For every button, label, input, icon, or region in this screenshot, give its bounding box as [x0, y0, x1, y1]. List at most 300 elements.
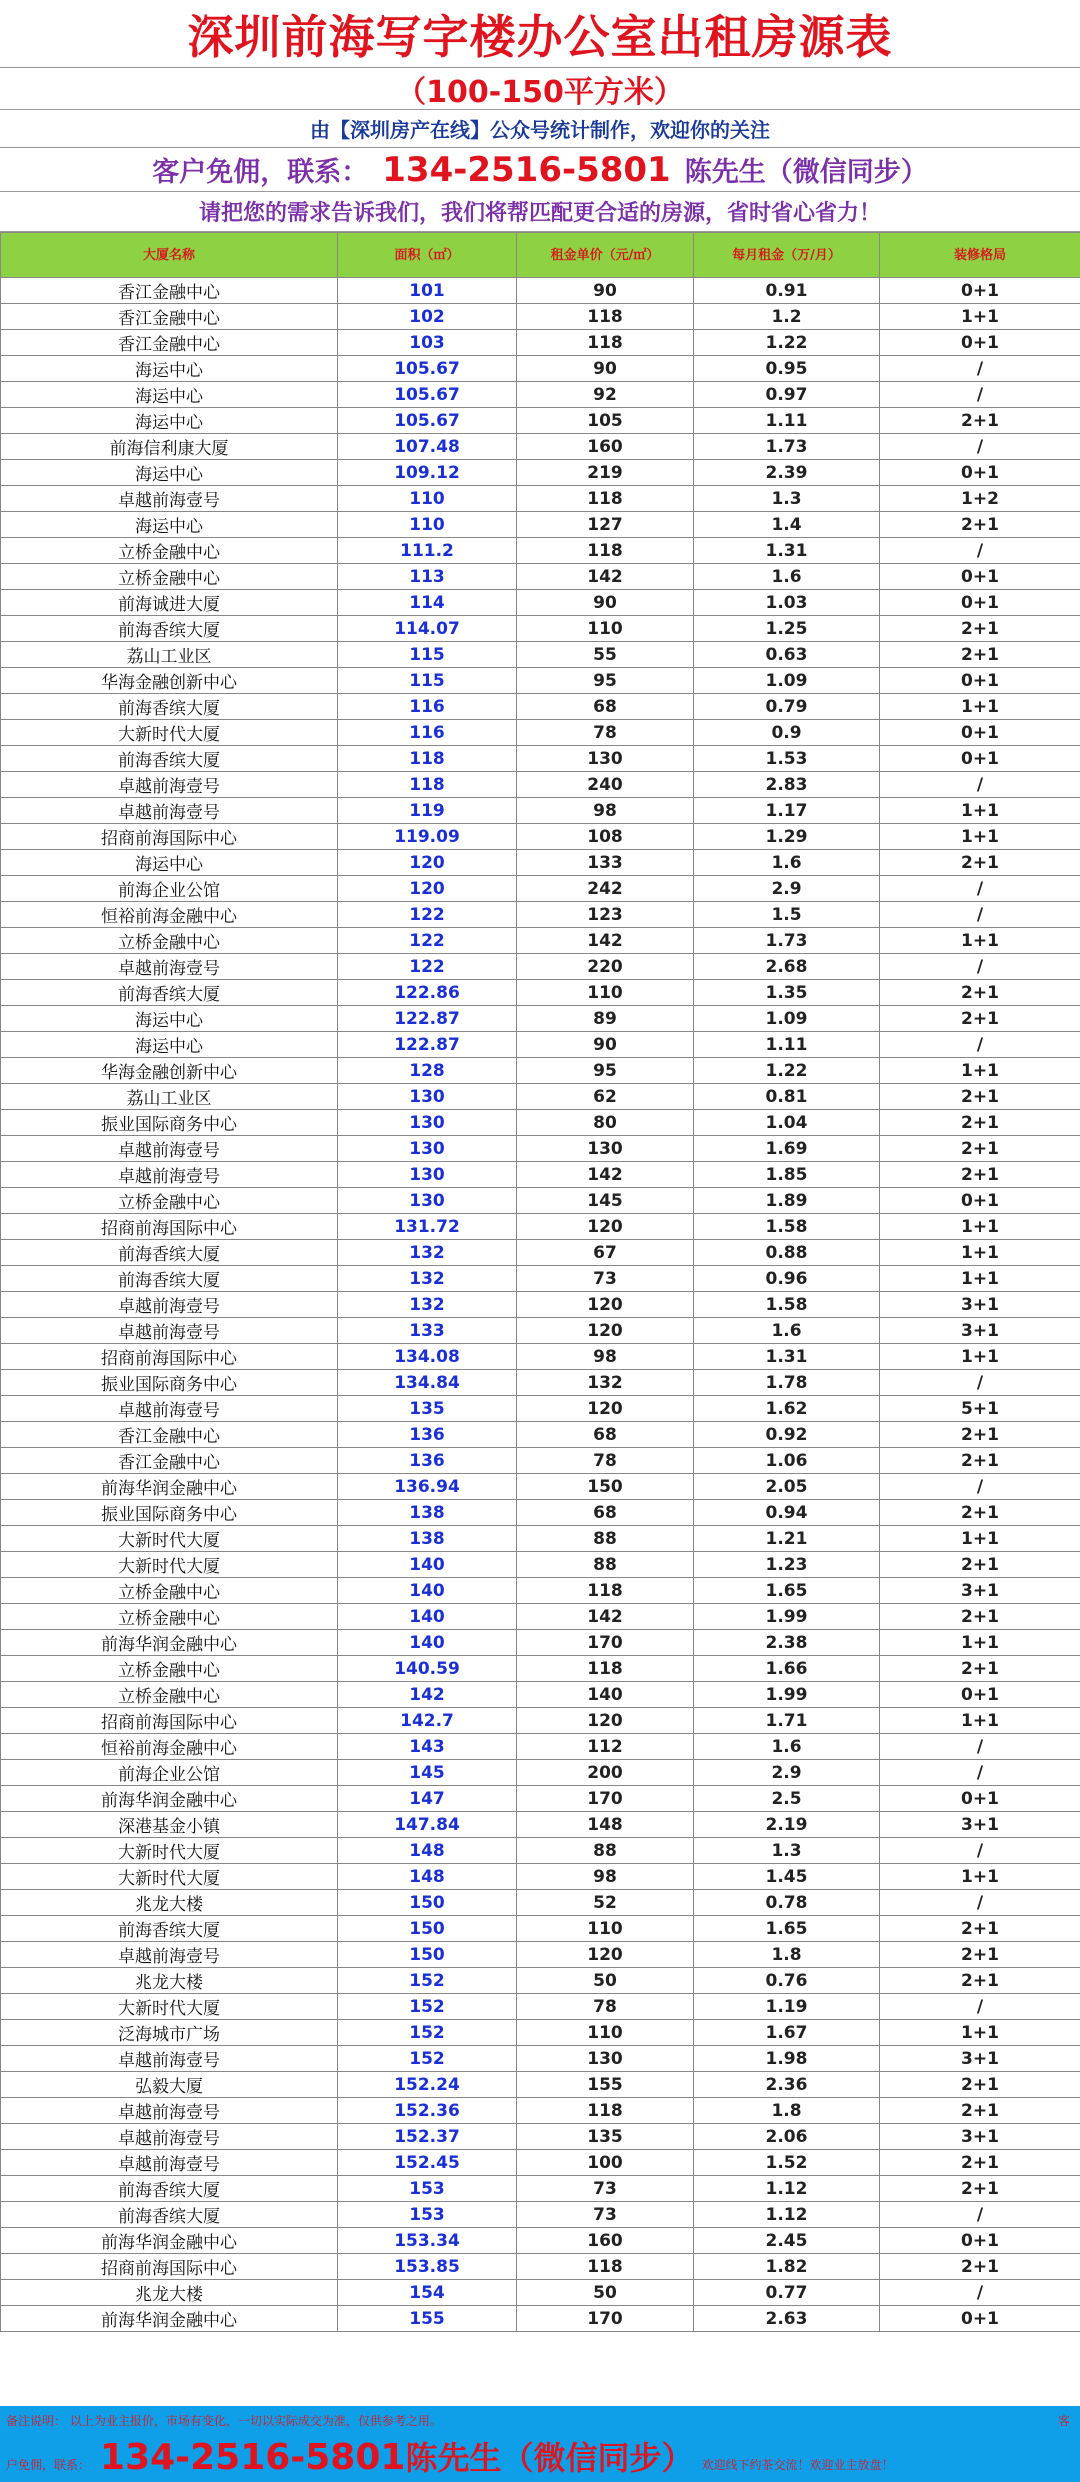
- table-row: [1, 1864, 1080, 1890]
- cell-decoration: 1+1: [880, 694, 1080, 720]
- cell-decoration: /: [880, 2202, 1080, 2228]
- cell-decoration: 0+1: [880, 2306, 1080, 2332]
- cell-building: 卓越前海壹号: [1, 954, 338, 980]
- table-row: [1, 2098, 1080, 2124]
- cell-unit-price: 118: [517, 330, 694, 356]
- cell-monthly-rent: 1.12: [694, 2202, 880, 2228]
- cell-building: 兆龙大楼: [1, 2280, 338, 2306]
- table-row: [1, 850, 1080, 876]
- cell-unit-price: 118: [517, 1578, 694, 1604]
- cell-area: 140: [338, 1578, 517, 1604]
- cell-decoration: /: [880, 538, 1080, 564]
- cell-monthly-rent: 2.9: [694, 1760, 880, 1786]
- listing-table: [0, 232, 1080, 2332]
- cell-area: 113: [338, 564, 517, 590]
- cell-unit-price: 68: [517, 1422, 694, 1448]
- cell-building: 卓越前海壹号: [1, 772, 338, 798]
- cell-unit-price: 118: [517, 2098, 694, 2124]
- cell-area: 152.45: [338, 2150, 517, 2176]
- page-title: 深圳前海写字楼办公室出租房源表: [0, 0, 1080, 68]
- cell-monthly-rent: 1.98: [694, 2046, 880, 2072]
- cell-building: 香江金融中心: [1, 278, 338, 304]
- cell-unit-price: 118: [517, 538, 694, 564]
- table-row: [1, 330, 1080, 356]
- cell-decoration: 0+1: [880, 590, 1080, 616]
- cell-decoration: 1+1: [880, 1864, 1080, 1890]
- cell-building: 前海香缤大厦: [1, 746, 338, 772]
- cell-unit-price: 148: [517, 1812, 694, 1838]
- table-row: [1, 694, 1080, 720]
- cell-unit-price: 98: [517, 798, 694, 824]
- cell-monthly-rent: 0.95: [694, 356, 880, 382]
- cell-area: 110: [338, 486, 517, 512]
- cell-unit-price: 92: [517, 382, 694, 408]
- cell-building: 大新时代大厦: [1, 720, 338, 746]
- table-row: [1, 2150, 1080, 2176]
- cell-unit-price: 55: [517, 642, 694, 668]
- cell-monthly-rent: 0.92: [694, 1422, 880, 1448]
- cell-area: 122.86: [338, 980, 517, 1006]
- col-header-monthly-rent: 每月租金（万/月）: [694, 233, 880, 278]
- cell-decoration: 2+1: [880, 642, 1080, 668]
- cell-area: 150: [338, 1916, 517, 1942]
- cell-decoration: 3+1: [880, 1292, 1080, 1318]
- cell-decoration: 1+1: [880, 2020, 1080, 2046]
- table-row: [1, 2124, 1080, 2150]
- cell-building: 卓越前海壹号: [1, 1942, 338, 1968]
- table-row: [1, 1526, 1080, 1552]
- cell-area: 111.2: [338, 538, 517, 564]
- cell-unit-price: 240: [517, 772, 694, 798]
- cell-building: 卓越前海壹号: [1, 1318, 338, 1344]
- cell-building: 前海企业公馆: [1, 1760, 338, 1786]
- cell-decoration: 2+1: [880, 1500, 1080, 1526]
- cell-monthly-rent: 1.78: [694, 1370, 880, 1396]
- cell-area: 145: [338, 1760, 517, 1786]
- cell-unit-price: 105: [517, 408, 694, 434]
- cell-area: 118: [338, 772, 517, 798]
- cell-area: 130: [338, 1084, 517, 1110]
- cell-building: 海运中心: [1, 356, 338, 382]
- cell-decoration: 2+1: [880, 1552, 1080, 1578]
- cell-area: 114.07: [338, 616, 517, 642]
- cell-unit-price: 120: [517, 1396, 694, 1422]
- table-row: [1, 460, 1080, 486]
- cell-unit-price: 90: [517, 1032, 694, 1058]
- cell-area: 132: [338, 1292, 517, 1318]
- cell-building: 振业国际商务中心: [1, 1500, 338, 1526]
- cell-decoration: /: [880, 902, 1080, 928]
- cell-area: 140.59: [338, 1656, 517, 1682]
- table-row: [1, 980, 1080, 1006]
- table-row: [1, 1292, 1080, 1318]
- cell-decoration: 1+1: [880, 1526, 1080, 1552]
- cell-monthly-rent: 1.73: [694, 928, 880, 954]
- contact-phone[interactable]: 134-2516-5801: [382, 149, 671, 190]
- cell-area: 142: [338, 1682, 517, 1708]
- cell-decoration: 1+1: [880, 1630, 1080, 1656]
- cell-monthly-rent: 1.23: [694, 1552, 880, 1578]
- cell-monthly-rent: 1.35: [694, 980, 880, 1006]
- cell-monthly-rent: 1.71: [694, 1708, 880, 1734]
- cell-decoration: 1+1: [880, 928, 1080, 954]
- cell-building: 前海华润金融中心: [1, 2306, 338, 2332]
- cell-area: 118: [338, 746, 517, 772]
- cell-monthly-rent: 2.19: [694, 1812, 880, 1838]
- cell-monthly-rent: 1.67: [694, 2020, 880, 2046]
- cell-unit-price: 110: [517, 980, 694, 1006]
- cell-monthly-rent: 1.2: [694, 304, 880, 330]
- cell-unit-price: 130: [517, 1136, 694, 1162]
- cell-area: 148: [338, 1838, 517, 1864]
- cell-monthly-rent: 2.36: [694, 2072, 880, 2098]
- cell-unit-price: 219: [517, 460, 694, 486]
- cell-decoration: 2+1: [880, 850, 1080, 876]
- cell-unit-price: 89: [517, 1006, 694, 1032]
- cell-monthly-rent: 1.06: [694, 1448, 880, 1474]
- cell-monthly-rent: 1.89: [694, 1188, 880, 1214]
- cell-unit-price: 68: [517, 1500, 694, 1526]
- cell-building: 招商前海国际中心: [1, 824, 338, 850]
- cell-decoration: 2+1: [880, 1604, 1080, 1630]
- table-row: [1, 1890, 1080, 1916]
- cell-monthly-rent: 1.8: [694, 1942, 880, 1968]
- cell-unit-price: 52: [517, 1890, 694, 1916]
- cell-decoration: 0+1: [880, 720, 1080, 746]
- cell-building: 前海华润金融中心: [1, 1786, 338, 1812]
- cell-area: 107.48: [338, 434, 517, 460]
- cell-decoration: /: [880, 2280, 1080, 2306]
- cell-area: 154: [338, 2280, 517, 2306]
- cell-area: 120: [338, 850, 517, 876]
- cell-unit-price: 78: [517, 1994, 694, 2020]
- cell-building: 荔山工业区: [1, 1084, 338, 1110]
- cell-decoration: /: [880, 434, 1080, 460]
- cell-decoration: /: [880, 382, 1080, 408]
- cell-decoration: 1+1: [880, 304, 1080, 330]
- cell-area: 138: [338, 1500, 517, 1526]
- footer-contact-prefix: 户免佣，联系：: [6, 2458, 91, 2472]
- cell-decoration: 2+1: [880, 980, 1080, 1006]
- cell-area: 147: [338, 1786, 517, 1812]
- table-row: [1, 356, 1080, 382]
- cell-decoration: 3+1: [880, 2124, 1080, 2150]
- cell-building: 立桥金融中心: [1, 928, 338, 954]
- cell-unit-price: 95: [517, 668, 694, 694]
- cell-building: 兆龙大楼: [1, 1890, 338, 1916]
- cell-unit-price: 88: [517, 1552, 694, 1578]
- cell-monthly-rent: 1.6: [694, 1734, 880, 1760]
- footer-phone[interactable]: 134-2516-5801: [100, 2437, 406, 2478]
- cell-unit-price: 118: [517, 304, 694, 330]
- cell-decoration: /: [880, 1474, 1080, 1500]
- cell-monthly-rent: 2.9: [694, 876, 880, 902]
- cell-unit-price: 112: [517, 1734, 694, 1760]
- cell-area: 148: [338, 1864, 517, 1890]
- cell-unit-price: 118: [517, 1656, 694, 1682]
- cell-unit-price: 110: [517, 2020, 694, 2046]
- cell-monthly-rent: 1.65: [694, 1578, 880, 1604]
- cell-monthly-rent: 2.83: [694, 772, 880, 798]
- cell-monthly-rent: 2.38: [694, 1630, 880, 1656]
- cell-monthly-rent: 1.11: [694, 408, 880, 434]
- cell-unit-price: 145: [517, 1188, 694, 1214]
- cell-building: 海运中心: [1, 382, 338, 408]
- cell-unit-price: 78: [517, 1448, 694, 1474]
- table-row: [1, 824, 1080, 850]
- cell-decoration: 2+1: [880, 1968, 1080, 1994]
- cell-decoration: 2+1: [880, 1916, 1080, 1942]
- cell-decoration: 1+1: [880, 824, 1080, 850]
- cell-unit-price: 140: [517, 1682, 694, 1708]
- cell-monthly-rent: 1.09: [694, 1006, 880, 1032]
- cell-unit-price: 127: [517, 512, 694, 538]
- cell-building: 卓越前海壹号: [1, 1396, 338, 1422]
- cell-area: 110: [338, 512, 517, 538]
- cell-building: 振业国际商务中心: [1, 1370, 338, 1396]
- cell-decoration: 1+1: [880, 1708, 1080, 1734]
- cell-area: 153: [338, 2202, 517, 2228]
- cell-area: 119: [338, 798, 517, 824]
- cell-decoration: 1+1: [880, 1214, 1080, 1240]
- table-row: [1, 278, 1080, 304]
- table-header-row: [1, 233, 1080, 278]
- cell-building: 前海香缤大厦: [1, 980, 338, 1006]
- cell-area: 130: [338, 1162, 517, 1188]
- cell-decoration: 2+1: [880, 408, 1080, 434]
- cell-building: 前海华润金融中心: [1, 2228, 338, 2254]
- cell-unit-price: 133: [517, 850, 694, 876]
- cell-building: 深港基金小镇: [1, 1812, 338, 1838]
- cell-decoration: /: [880, 1890, 1080, 1916]
- cell-monthly-rent: 1.53: [694, 746, 880, 772]
- cell-area: 130: [338, 1188, 517, 1214]
- table-row: [1, 902, 1080, 928]
- cell-building: 海运中心: [1, 850, 338, 876]
- cell-building: 前海香缤大厦: [1, 2202, 338, 2228]
- cell-unit-price: 170: [517, 1786, 694, 1812]
- cell-decoration: 2+1: [880, 2150, 1080, 2176]
- col-header-area: 面积（㎡）: [338, 233, 517, 278]
- cell-area: 152: [338, 2020, 517, 2046]
- cell-area: 140: [338, 1552, 517, 1578]
- cell-unit-price: 98: [517, 1864, 694, 1890]
- cell-building: 大新时代大厦: [1, 1552, 338, 1578]
- cell-building: 香江金融中心: [1, 1448, 338, 1474]
- cell-unit-price: 78: [517, 720, 694, 746]
- cell-decoration: 3+1: [880, 2046, 1080, 2072]
- cell-area: 122: [338, 902, 517, 928]
- cell-decoration: 2+1: [880, 2176, 1080, 2202]
- cell-building: 卓越前海壹号: [1, 486, 338, 512]
- cell-decoration: 2+1: [880, 512, 1080, 538]
- cell-unit-price: 120: [517, 1292, 694, 1318]
- source-note: 由【深圳房产在线】公众号统计制作，欢迎你的关注: [0, 110, 1080, 148]
- table-row: [1, 1240, 1080, 1266]
- contact-line: [0, 148, 1080, 192]
- table-row: [1, 772, 1080, 798]
- cell-area: 122: [338, 928, 517, 954]
- table-row: [1, 2072, 1080, 2098]
- cell-unit-price: 90: [517, 356, 694, 382]
- cell-monthly-rent: 1.52: [694, 2150, 880, 2176]
- cell-monthly-rent: 1.3: [694, 486, 880, 512]
- table-row: [1, 1162, 1080, 1188]
- table-row: [1, 1422, 1080, 1448]
- cell-decoration: 3+1: [880, 1578, 1080, 1604]
- cell-building: 卓越前海壹号: [1, 2046, 338, 2072]
- contact-name: 陈先生（微信同步）: [684, 157, 928, 188]
- cell-decoration: /: [880, 1734, 1080, 1760]
- cell-unit-price: 242: [517, 876, 694, 902]
- request-line: 请把您的需求告诉我们，我们将帮匹配更合适的房源，省时省心省力！: [0, 192, 1080, 232]
- cell-monthly-rent: 0.77: [694, 2280, 880, 2306]
- cell-monthly-rent: 1.12: [694, 2176, 880, 2202]
- cell-area: 122.87: [338, 1006, 517, 1032]
- table-row: [1, 876, 1080, 902]
- cell-unit-price: 80: [517, 1110, 694, 1136]
- table-row: [1, 2228, 1080, 2254]
- cell-unit-price: 50: [517, 2280, 694, 2306]
- cell-area: 152.24: [338, 2072, 517, 2098]
- cell-unit-price: 120: [517, 1942, 694, 1968]
- cell-monthly-rent: 1.62: [694, 1396, 880, 1422]
- table-row: [1, 1734, 1080, 1760]
- cell-decoration: /: [880, 1760, 1080, 1786]
- cell-building: 恒裕前海金融中心: [1, 1734, 338, 1760]
- cell-decoration: 3+1: [880, 1812, 1080, 1838]
- cell-area: 152.36: [338, 2098, 517, 2124]
- cell-monthly-rent: 1.29: [694, 824, 880, 850]
- table-row: [1, 1058, 1080, 1084]
- cell-building: 立桥金融中心: [1, 1578, 338, 1604]
- cell-area: 134.84: [338, 1370, 517, 1396]
- cell-area: 114: [338, 590, 517, 616]
- table-row: [1, 1578, 1080, 1604]
- cell-decoration: 2+1: [880, 1136, 1080, 1162]
- cell-area: 140: [338, 1630, 517, 1656]
- cell-decoration: 1+1: [880, 1240, 1080, 1266]
- table-row: [1, 720, 1080, 746]
- cell-decoration: /: [880, 772, 1080, 798]
- cell-monthly-rent: 0.96: [694, 1266, 880, 1292]
- cell-area: 153: [338, 2176, 517, 2202]
- cell-building: 前海企业公馆: [1, 876, 338, 902]
- cell-monthly-rent: 1.82: [694, 2254, 880, 2280]
- cell-area: 138: [338, 1526, 517, 1552]
- cell-building: 前海诚进大厦: [1, 590, 338, 616]
- cell-unit-price: 120: [517, 1318, 694, 1344]
- cell-area: 132: [338, 1266, 517, 1292]
- cell-decoration: 2+1: [880, 616, 1080, 642]
- cell-unit-price: 100: [517, 2150, 694, 2176]
- cell-unit-price: 170: [517, 2306, 694, 2332]
- cell-building: 卓越前海壹号: [1, 1162, 338, 1188]
- cell-building: 前海香缤大厦: [1, 694, 338, 720]
- cell-monthly-rent: 0.91: [694, 278, 880, 304]
- cell-monthly-rent: 1.45: [694, 1864, 880, 1890]
- cell-area: 131.72: [338, 1214, 517, 1240]
- cell-monthly-rent: 1.73: [694, 434, 880, 460]
- cell-unit-price: 50: [517, 1968, 694, 1994]
- table-row: [1, 1786, 1080, 1812]
- table-row: [1, 512, 1080, 538]
- cell-decoration: /: [880, 876, 1080, 902]
- cell-decoration: 2+1: [880, 2254, 1080, 2280]
- cell-unit-price: 110: [517, 1916, 694, 1942]
- cell-area: 109.12: [338, 460, 517, 486]
- cell-monthly-rent: 0.9: [694, 720, 880, 746]
- table-row: [1, 1006, 1080, 1032]
- cell-building: 大新时代大厦: [1, 1994, 338, 2020]
- cell-building: 大新时代大厦: [1, 1864, 338, 1890]
- cell-area: 152: [338, 1968, 517, 1994]
- table-row: [1, 2306, 1080, 2332]
- table-row: [1, 1344, 1080, 1370]
- cell-unit-price: 160: [517, 2228, 694, 2254]
- cell-decoration: /: [880, 1370, 1080, 1396]
- table-row: [1, 408, 1080, 434]
- table-row: [1, 2020, 1080, 2046]
- cell-monthly-rent: 2.05: [694, 1474, 880, 1500]
- cell-building: 恒裕前海金融中心: [1, 902, 338, 928]
- table-row: [1, 746, 1080, 772]
- cell-building: 立桥金融中心: [1, 1656, 338, 1682]
- cell-unit-price: 88: [517, 1838, 694, 1864]
- table-row: [1, 1370, 1080, 1396]
- cell-decoration: 2+1: [880, 1162, 1080, 1188]
- cell-unit-price: 220: [517, 954, 694, 980]
- cell-decoration: 1+1: [880, 1344, 1080, 1370]
- cell-monthly-rent: 1.65: [694, 1916, 880, 1942]
- cell-building: 立桥金融中心: [1, 1188, 338, 1214]
- table-row: [1, 1812, 1080, 1838]
- table-row: [1, 1968, 1080, 1994]
- table-row: [1, 1396, 1080, 1422]
- table-row: [1, 1266, 1080, 1292]
- cell-unit-price: 118: [517, 486, 694, 512]
- cell-area: 128: [338, 1058, 517, 1084]
- cell-building: 兆龙大楼: [1, 1968, 338, 1994]
- cell-monthly-rent: 1.99: [694, 1604, 880, 1630]
- cell-monthly-rent: 1.31: [694, 1344, 880, 1370]
- cell-decoration: 0+1: [880, 564, 1080, 590]
- cell-building: 前海香缤大厦: [1, 1266, 338, 1292]
- cell-monthly-rent: 1.4: [694, 512, 880, 538]
- table-row: [1, 1994, 1080, 2020]
- table-body: [1, 278, 1080, 2332]
- cell-decoration: /: [880, 1994, 1080, 2020]
- cell-unit-price: 88: [517, 1526, 694, 1552]
- cell-unit-price: 73: [517, 2176, 694, 2202]
- cell-unit-price: 142: [517, 1162, 694, 1188]
- cell-unit-price: 120: [517, 1214, 694, 1240]
- cell-building: 海运中心: [1, 1006, 338, 1032]
- cell-unit-price: 142: [517, 564, 694, 590]
- cell-area: 132: [338, 1240, 517, 1266]
- cell-unit-price: 130: [517, 746, 694, 772]
- table-row: [1, 954, 1080, 980]
- cell-decoration: 2+1: [880, 2072, 1080, 2098]
- cell-area: 130: [338, 1136, 517, 1162]
- table-row: [1, 1136, 1080, 1162]
- cell-area: 130: [338, 1110, 517, 1136]
- table-row: [1, 2202, 1080, 2228]
- cell-decoration: 1+1: [880, 1266, 1080, 1292]
- table-row: [1, 1318, 1080, 1344]
- cell-decoration: 5+1: [880, 1396, 1080, 1422]
- cell-monthly-rent: 0.88: [694, 1240, 880, 1266]
